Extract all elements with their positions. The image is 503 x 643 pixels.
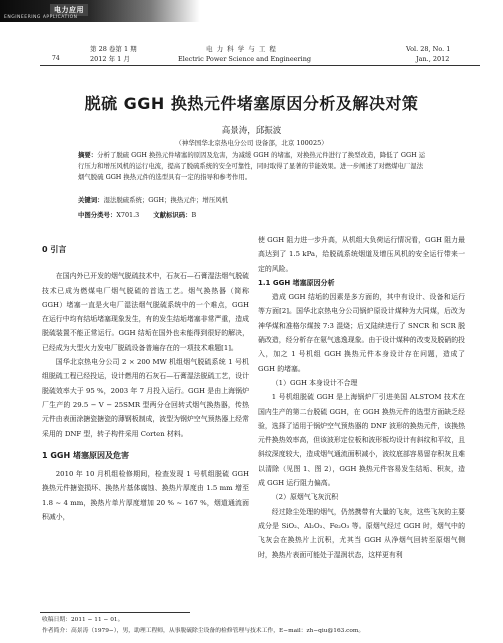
doc-code-label: 文献标识码： [153,211,192,219]
header-rule [40,65,480,66]
section-1-paragraph-1: 2010 年 10 月机组检修期间，检查发现 1 号机组脱硫 GGH 换热元件搪瓷损坏、换热片基体腐蚀、换热片厚度由 1.5 mm 增至 1.8 ~ 4 mm，换热片单片厚度增加 20 % ~ 167 %，烟道通流面积减小， [42,470,249,522]
clc-label: 中图分类号： [78,211,117,219]
header-issue-cn: 第 28 卷第 1 期 [90,45,137,53]
section-1-1-title: 1.1 GGH 堵塞原因分析 [258,278,335,287]
header-volume-en: Vol. 28, No. 1 [406,45,451,53]
keywords-text: 湿法脱硫系统；GGH；换热元件；增压风机 [103,196,228,204]
article-affiliation: （神华国华北京热电分公司 设备部，北京 100025） [175,139,328,147]
abstract [78,150,428,183]
intro-paragraph-1: 在国内外已开发的烟气脱硫技术中，石灰石—石膏湿法烟气脱硫技术已成为燃煤电厂烟气脱硫的首选工艺。烟气换热器（简称 GGH）堵塞一直是火电厂湿法烟气脱硫系统中的一个难点，GGH 在运行中均有结垢堵塞现象发生，有的发生结垢堵塞非常严重，造成脱硫装置不能正常运行。GGH 结垢在国外也未能得到很好的解决，已经成为大型火力发电厂脱硫设备普遍存在的一项技术难题[1]。 [42,272,249,352]
classification [78,210,428,221]
section-0-title: 0 引言 [42,245,67,254]
right-column [258,233,465,562]
header-journal-cn: 电 力 科 学 与 工 程 [206,45,277,53]
clc-value: X701.3 [116,211,140,219]
header-date-cn: 2012 年 1 月 [90,55,130,63]
doc-code-value: B [191,211,197,219]
journal-banner [0,0,200,22]
section-1-title: 1 GGH 堵塞原因及危害 [42,450,129,460]
article-authors: 高景涛，邱振波 [221,126,282,136]
abstract-label: 摘要： [78,151,98,159]
subsection-2-title: （2）原烟气飞灰沉积 [271,493,339,502]
header-journal-en: Electric Power Science and Engineering [178,55,312,63]
page-number: 74 [52,55,60,62]
abstract-text: 分析了脱硫 GGH 换热元件堵塞的原因及危害，为减缓 GGH 的堵塞，对换热元件进行了换型改造，降低了 GGH 运行压力和增压风机的运行电流，提高了脱硫系统的安全可靠性，同时取得了显著的节能效果。进一步阐述了对燃煤电厂湿法烟气脱硫 GGH 换热元件的选型具有一定的指导和参考作用。 [78,151,426,181]
banner-logo: 电力应用 [50,4,88,16]
banner-subtitle: ENGINEERING APPLICATION [4,15,78,20]
article-title: 脱硫 GGH 换热元件堵塞原因分析及解决对策 [84,94,419,113]
subsection-1-paragraph: 1 号机组脱硫 GGH 是上海锅炉厂引进美国 ALSTOM 技术在国内生产的第二台脱硫 GGH，在 GGH 换热元件的选型方面缺乏经验，选择了适用于锅炉空气预热器的 DNF 波形的换热元件，该换热元件换热效率高，但该波形定位板和波形板均设计有斜纹和平纹，且斜纹深度较大，造成烟气通流面积减小，波纹底部容易留存积灰且难以清除（见图 1、图 2），GGH 换热元件容易发生结垢、积灰，造成 GGH 运行阻力偏高。 [258,393,465,488]
right-paragraph-top: 使 GGH 阻力进一步升高，从机组大负荷运行情况看，GGH 阻力最高达到了 1.5 kPa，给脱硫系统烟道及增压风机的安全运行带来一定的风险。 [258,236,465,273]
subsection-1-title: （1）GGH 本身设计不合理 [271,378,358,387]
footnote-rule [40,612,190,613]
keywords [78,195,428,206]
left-column [42,233,249,524]
footnote-author-bio: 作者简介：高景涛（1979−），男，助理工程师，从事脱硫除尘设备的检修管理与技术工作，E−mail：zh−qiu@163.com。 [42,628,365,634]
header-date-en: Jan., 2012 [416,55,450,63]
keywords-label: 关键词： [78,196,104,204]
intro-paragraph-2: 国华北京热电分公司 2 × 200 MW 机组烟气脱硫系统 1 号机组脱硫工程已经投运，设计燃用的石灰石—石膏湿法脱硫工艺，设计脱硫效率大于 95 %，2003 年 7 月投入运行。GGH 是由上海锅炉厂生产的 29.5 − V − 25SMR 型两分仓回转式烟气换热器，传热元件由表面涂搪瓷搪瓷的薄钢板制成，波型为钢炉空气预热器上经常采用的 DNF 型，转子构件采用 Corten 材料。 [42,358,249,438]
footnote-received: 收稿日期：2011 − 11 − 01。 [42,617,124,623]
subsection-2-paragraph: 经过除尘处理的烟气，仍然携带有大量的飞灰，这些飞灰的主要成分是 SiO₂、Al₂O₃、Fe₂O₃ 等。原烟气经过 GGH 时，烟气中的飞灰会在换热片上沉积，尤其当 GGH 从净烟气回转至原烟气侧时，换热片表面可能处于湿润状态，这样更有利 [258,507,465,559]
section-1-1-paragraph: 造成 GGH 结垢的因素是多方面的，其中有设计、设备和运行等方面[2]。国华北京热电分公司锅炉原设计煤种为大同煤，后改为神华煤和准格尔煤按 7:3 混烧；后又陆续进行了 SNCR 和 SCR 脱硝改造，经分析存在氨气逃逸现象。由于设计煤种的改变及脱硝的投入，加之 1 号机组 GGH 换热元件本身设计存在问题，造成了 GGH 的堵塞。 [258,293,465,373]
